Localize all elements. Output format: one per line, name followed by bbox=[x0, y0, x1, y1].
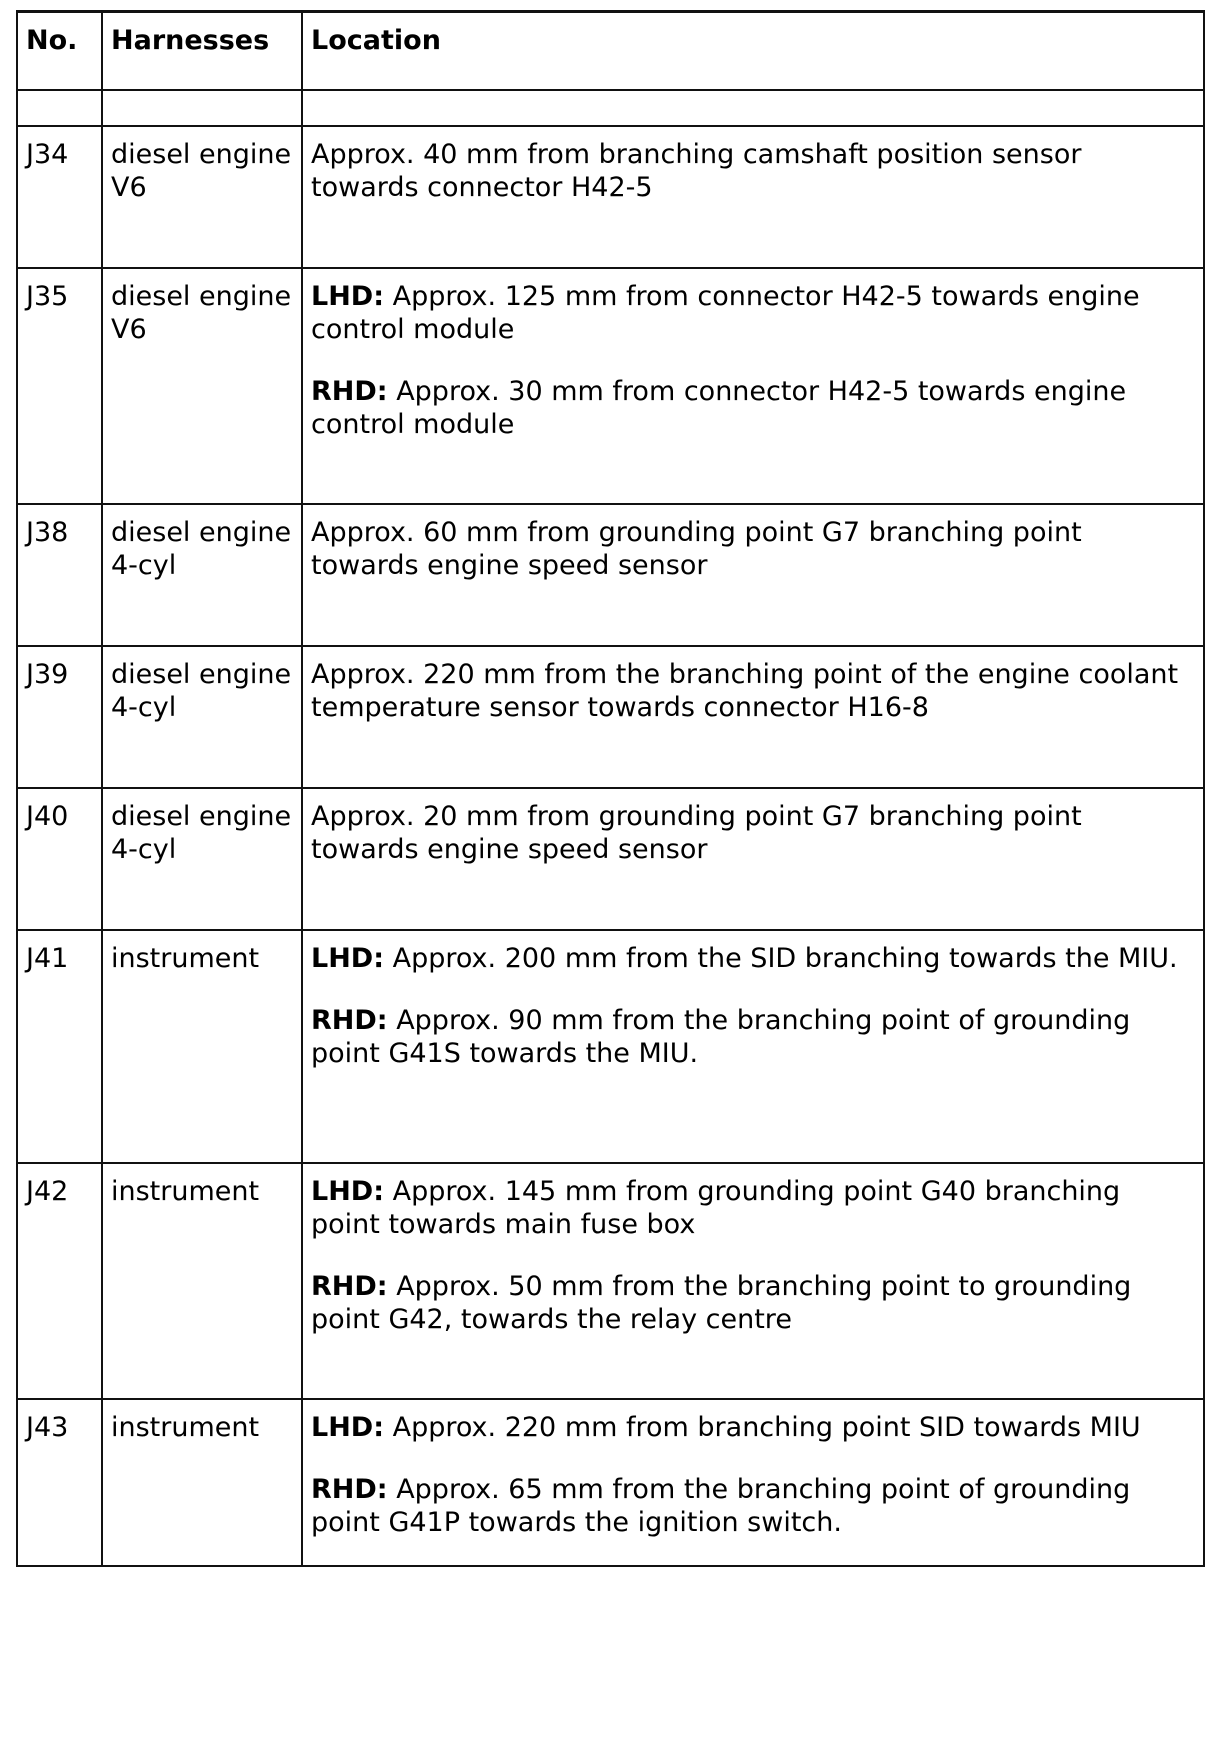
row-location bbox=[302, 126, 1204, 268]
drive-side-tag: LHD: bbox=[311, 1411, 385, 1443]
row-harness: instrument bbox=[102, 930, 302, 1163]
drive-side-tag: RHD: bbox=[311, 1473, 388, 1505]
location-text: Approx. 65 mm from the branching point of grounding point G41P towards the ignition switch. bbox=[311, 1473, 1131, 1538]
harness-location-table bbox=[16, 10, 1205, 1567]
row-location bbox=[302, 1399, 1204, 1566]
location-entry bbox=[311, 658, 1195, 724]
table-row bbox=[17, 788, 1204, 930]
table-row bbox=[17, 646, 1204, 788]
location-text: Approx. 20 mm from grounding point G7 branching point towards engine speed sensor bbox=[311, 800, 1082, 865]
drive-side-tag: RHD: bbox=[311, 375, 388, 407]
row-location bbox=[302, 504, 1204, 646]
table-row bbox=[17, 268, 1204, 504]
location-entry bbox=[311, 280, 1195, 346]
row-harness: instrument bbox=[102, 1163, 302, 1399]
row-number: J42 bbox=[17, 1163, 102, 1399]
row-location bbox=[302, 1163, 1204, 1399]
blank-cell bbox=[302, 90, 1204, 126]
blank-spacer-row bbox=[17, 90, 1204, 126]
row-harness: instrument bbox=[102, 1399, 302, 1566]
row-harness: diesel engine 4-cyl bbox=[102, 646, 302, 788]
row-location bbox=[302, 646, 1204, 788]
location-entry bbox=[311, 138, 1195, 204]
row-number: J41 bbox=[17, 930, 102, 1163]
row-harness: diesel engine 4-cyl bbox=[102, 788, 302, 930]
row-number: J35 bbox=[17, 268, 102, 504]
location-text: Approx. 40 mm from branching camshaft position sensor towards connector H42-5 bbox=[311, 138, 1082, 203]
column-header-no: No. bbox=[17, 12, 102, 90]
drive-side-tag: LHD: bbox=[311, 942, 385, 974]
row-number: J38 bbox=[17, 504, 102, 646]
drive-side-tag: LHD: bbox=[311, 1175, 385, 1207]
row-location bbox=[302, 268, 1204, 504]
blank-cell bbox=[17, 90, 102, 126]
location-entry bbox=[311, 942, 1195, 975]
table-row bbox=[17, 1399, 1204, 1566]
row-number: J43 bbox=[17, 1399, 102, 1566]
row-number: J34 bbox=[17, 126, 102, 268]
location-text: Approx. 60 mm from grounding point G7 branching point towards engine speed sensor bbox=[311, 516, 1082, 581]
location-entry bbox=[311, 1473, 1195, 1539]
location-entry bbox=[311, 1270, 1195, 1336]
location-text: Approx. 220 mm from branching point SID towards MIU bbox=[392, 1411, 1141, 1443]
location-entry bbox=[311, 1175, 1195, 1241]
row-harness: diesel engine V6 bbox=[102, 268, 302, 504]
location-text: Approx. 90 mm from the branching point of grounding point G41S towards the MIU. bbox=[311, 1004, 1131, 1069]
location-text: Approx. 30 mm from connector H42-5 towards engine control module bbox=[311, 375, 1127, 440]
row-number: J39 bbox=[17, 646, 102, 788]
location-entry bbox=[311, 375, 1195, 441]
location-entry bbox=[311, 1411, 1195, 1444]
drive-side-tag: RHD: bbox=[311, 1270, 388, 1302]
column-header-harnesses: Harnesses bbox=[102, 12, 302, 90]
table-row bbox=[17, 126, 1204, 268]
location-text: Approx. 220 mm from the branching point of the engine coolant temperature sensor towards connector H16-8 bbox=[311, 658, 1179, 723]
location-entry bbox=[311, 516, 1195, 582]
row-number: J40 bbox=[17, 788, 102, 930]
column-header-location: Location bbox=[302, 12, 1204, 90]
table-row bbox=[17, 1163, 1204, 1399]
harness-location-document bbox=[16, 10, 1203, 1567]
location-text: Approx. 50 mm from the branching point to grounding point G42, towards the relay centre bbox=[311, 1270, 1132, 1335]
row-harness: diesel engine V6 bbox=[102, 126, 302, 268]
drive-side-tag: RHD: bbox=[311, 1004, 388, 1036]
location-entry bbox=[311, 1004, 1195, 1070]
location-text: Approx. 200 mm from the SID branching towards the MIU. bbox=[392, 942, 1178, 974]
table-row bbox=[17, 930, 1204, 1163]
location-entry bbox=[311, 800, 1195, 866]
header-row bbox=[17, 12, 1204, 90]
location-text: Approx. 125 mm from connector H42-5 towards engine control module bbox=[311, 280, 1140, 345]
drive-side-tag: LHD: bbox=[311, 280, 385, 312]
row-harness: diesel engine 4-cyl bbox=[102, 504, 302, 646]
table-row bbox=[17, 504, 1204, 646]
blank-cell bbox=[102, 90, 302, 126]
location-text: Approx. 145 mm from grounding point G40 branching point towards main fuse box bbox=[311, 1175, 1121, 1240]
row-location bbox=[302, 930, 1204, 1163]
row-location bbox=[302, 788, 1204, 930]
